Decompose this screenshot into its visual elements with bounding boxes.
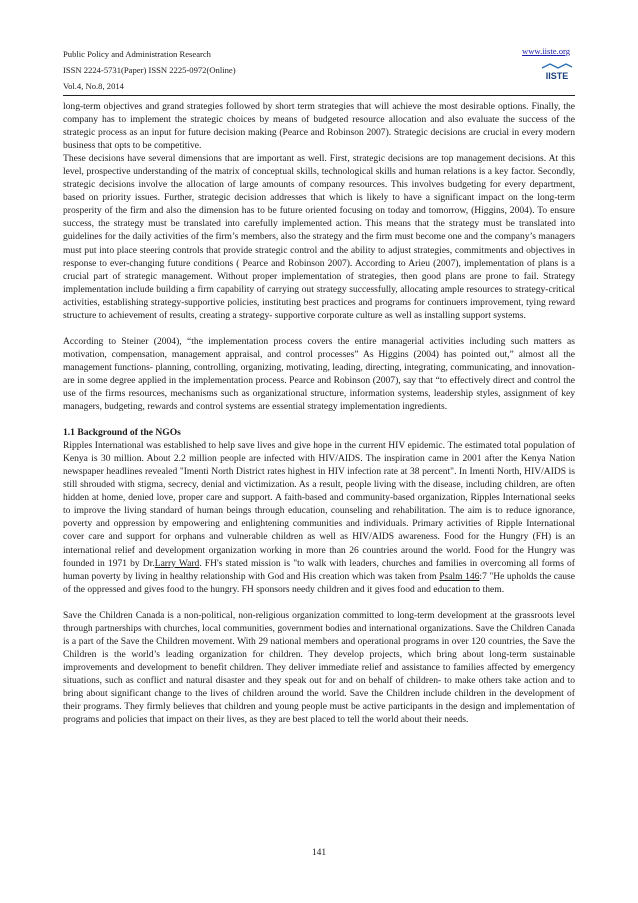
paragraph: long-term objectives and grand strategies followed by short term strategies that will achieve the most desirable options. Finally, the company has to implement the strategic choices by means of budgeted resource allocation and also evaluate the success of the strategic process as an input for future decision making (Pearce and Robinson 2007). Strategic decisions are crucial in every modern business that opts to be competitive. [63,101,575,152]
larry-ward-link[interactable]: Larry Ward [154,557,200,569]
journal-url-link[interactable]: www.iiste.org [522,46,570,56]
paragraph: These decisions have several dimensions that are important as well. First, strategic decisions are top management decisions. At this level, prospective understanding of the matrix of conceptual skills, technological skills and human relations is a key factor. Secondly, strategic decisions involve the allocation of large amounts of company resources. This involves budgeting for every department, based on priority issues. Further, strategic decision addresses that which is likely to have a significant impact on the long-term prosperity of the firm and also the dimension has to be future oriented focusing on today and tomorrow, (Higgins, 2004). To ensure success, the strategy must be translated into carefully implemented action. This means that the strategy must be translated into guidelines for the daily activities of the firm’s members, also the strategy and the firm must become one and the company’s managers must put into place steering controls that provide strategic control and the ability to adjust strategies, commitments and objectives in response to ever-changing future conditions ( Pearce and Robinson 2007). According to Arieu (2007), implementation of plans is a crucial part of strategic management. Without proper implementation of strategies, then good plans are prone to fail. Strategy implementation include building a firm capability of carrying out strategy successfully, allocating ample resources to strategy-critical activities, establishing strategy-supportive policies, instituting best practices and programs for continuers improvement, tying reward structure to achievement of results, creating a strategy- supportive corporate culture as well as installing support systems. [63,153,575,321]
page-number: 141 [311,848,327,858]
journal-title: Public Policy and Administration Research [63,49,211,59]
article-body [63,100,575,726]
running-header [63,46,236,94]
volume-line: Vol.4, No.8, 2014 [63,81,124,91]
section-heading: 1.1 Background of the NGOs [63,427,181,439]
issn-line: ISSN 2224-5731(Paper) ISSN 2225-0972(Online) [63,65,236,75]
paragraph: Ripples International was established to help save lives and give hope in the current HIV epidemic. The estimated total population of Kenya is 30 million. About 2.2 million people are infected with HIV/AIDS. The inspiration came in 2001 after the Kenya Nation newspaper headlines revealed "Imenti North District rates highest in HIV infection rate at 38 percent". In Imenti North, HIV/AIDS is still shrouded with stigma, secrecy, denial and victimization. As a result, people living with the disease, including children, are often hidden at home, denied love, proper care and support. A faith-based and community-based organization, Ripples International seeks to improve the living standard of human beings through education, counseling and rehabilitation. The aim is to reduce ignorance, poverty and oppression by empowering and enlightening communities and individuals. Primary activities of Ripple International cover care and support for orphans and vulnerable children as well as HIV/AIDS awareness. Food for the Hungry (FH) is an international relief and development organization working in more than 26 countries around the world. Food for the Hungry was founded in 1971 by Dr.Larry Ward. FH's stated mission is "to walk with leaders, churches and families in overcoming all forms of human poverty by living in healthy relationship with God and His creation which was taken from Psalm 146:7 "He upholds the cause of the oppressed and gives food to the hungry. FH sponsors needy children and it gives food and education to them. [63,440,575,595]
svg-text:IISTE: IISTE [545,71,569,81]
psalm-146-link[interactable]: Psalm 146 [439,570,480,582]
header-rule [63,95,575,96]
paragraph: According to Steiner (2004), “the implementation process covers the entire managerial activities including such matters as motivation, compensation, management appraisal, and control processes” As Higgins (2004) has pointed out,” almost all the management functions- planning, controlling, organizing, motivating, leading, directing, integrating, communicating, and innovation- are in some degree applied in the implementation process. Pearce and Robinson (2007), say that “to effectively direct and control the use of the firms resources, mechanisms such as organizational structure, information systems, leadership styles, assignment of key managers, budgeting, rewards and control systems are essential strategy implementation ingredients. [63,335,575,413]
iiste-logo [538,62,576,82]
paragraph: Save the Children Canada is a non-political, non-religious organization committed to long-term development at the grassroots level through partnerships with churches, local communities, government bodies and international organizations. Save the Children Canada is a part of the Save the Children movement. With 29 national members and operational programs in over 120 countries, the Save the Children is the world’s leading organization for children. They develop projects, which bring about long-term sustainable improvements and development to benefit children. They deliver immediate relief and assistance to families affected by emergency situations, such as conflict and natural disaster and they speak out for and on behalf of children- to make others take action and to bring about significant change to the lives of children around the world. Save the Children include children in the development of their programs. They firmly believes that children and young people must be active participants in the design and implementation of programs and policies that impact on their lives, as they are best placed to tell the world about their needs. [63,609,575,726]
